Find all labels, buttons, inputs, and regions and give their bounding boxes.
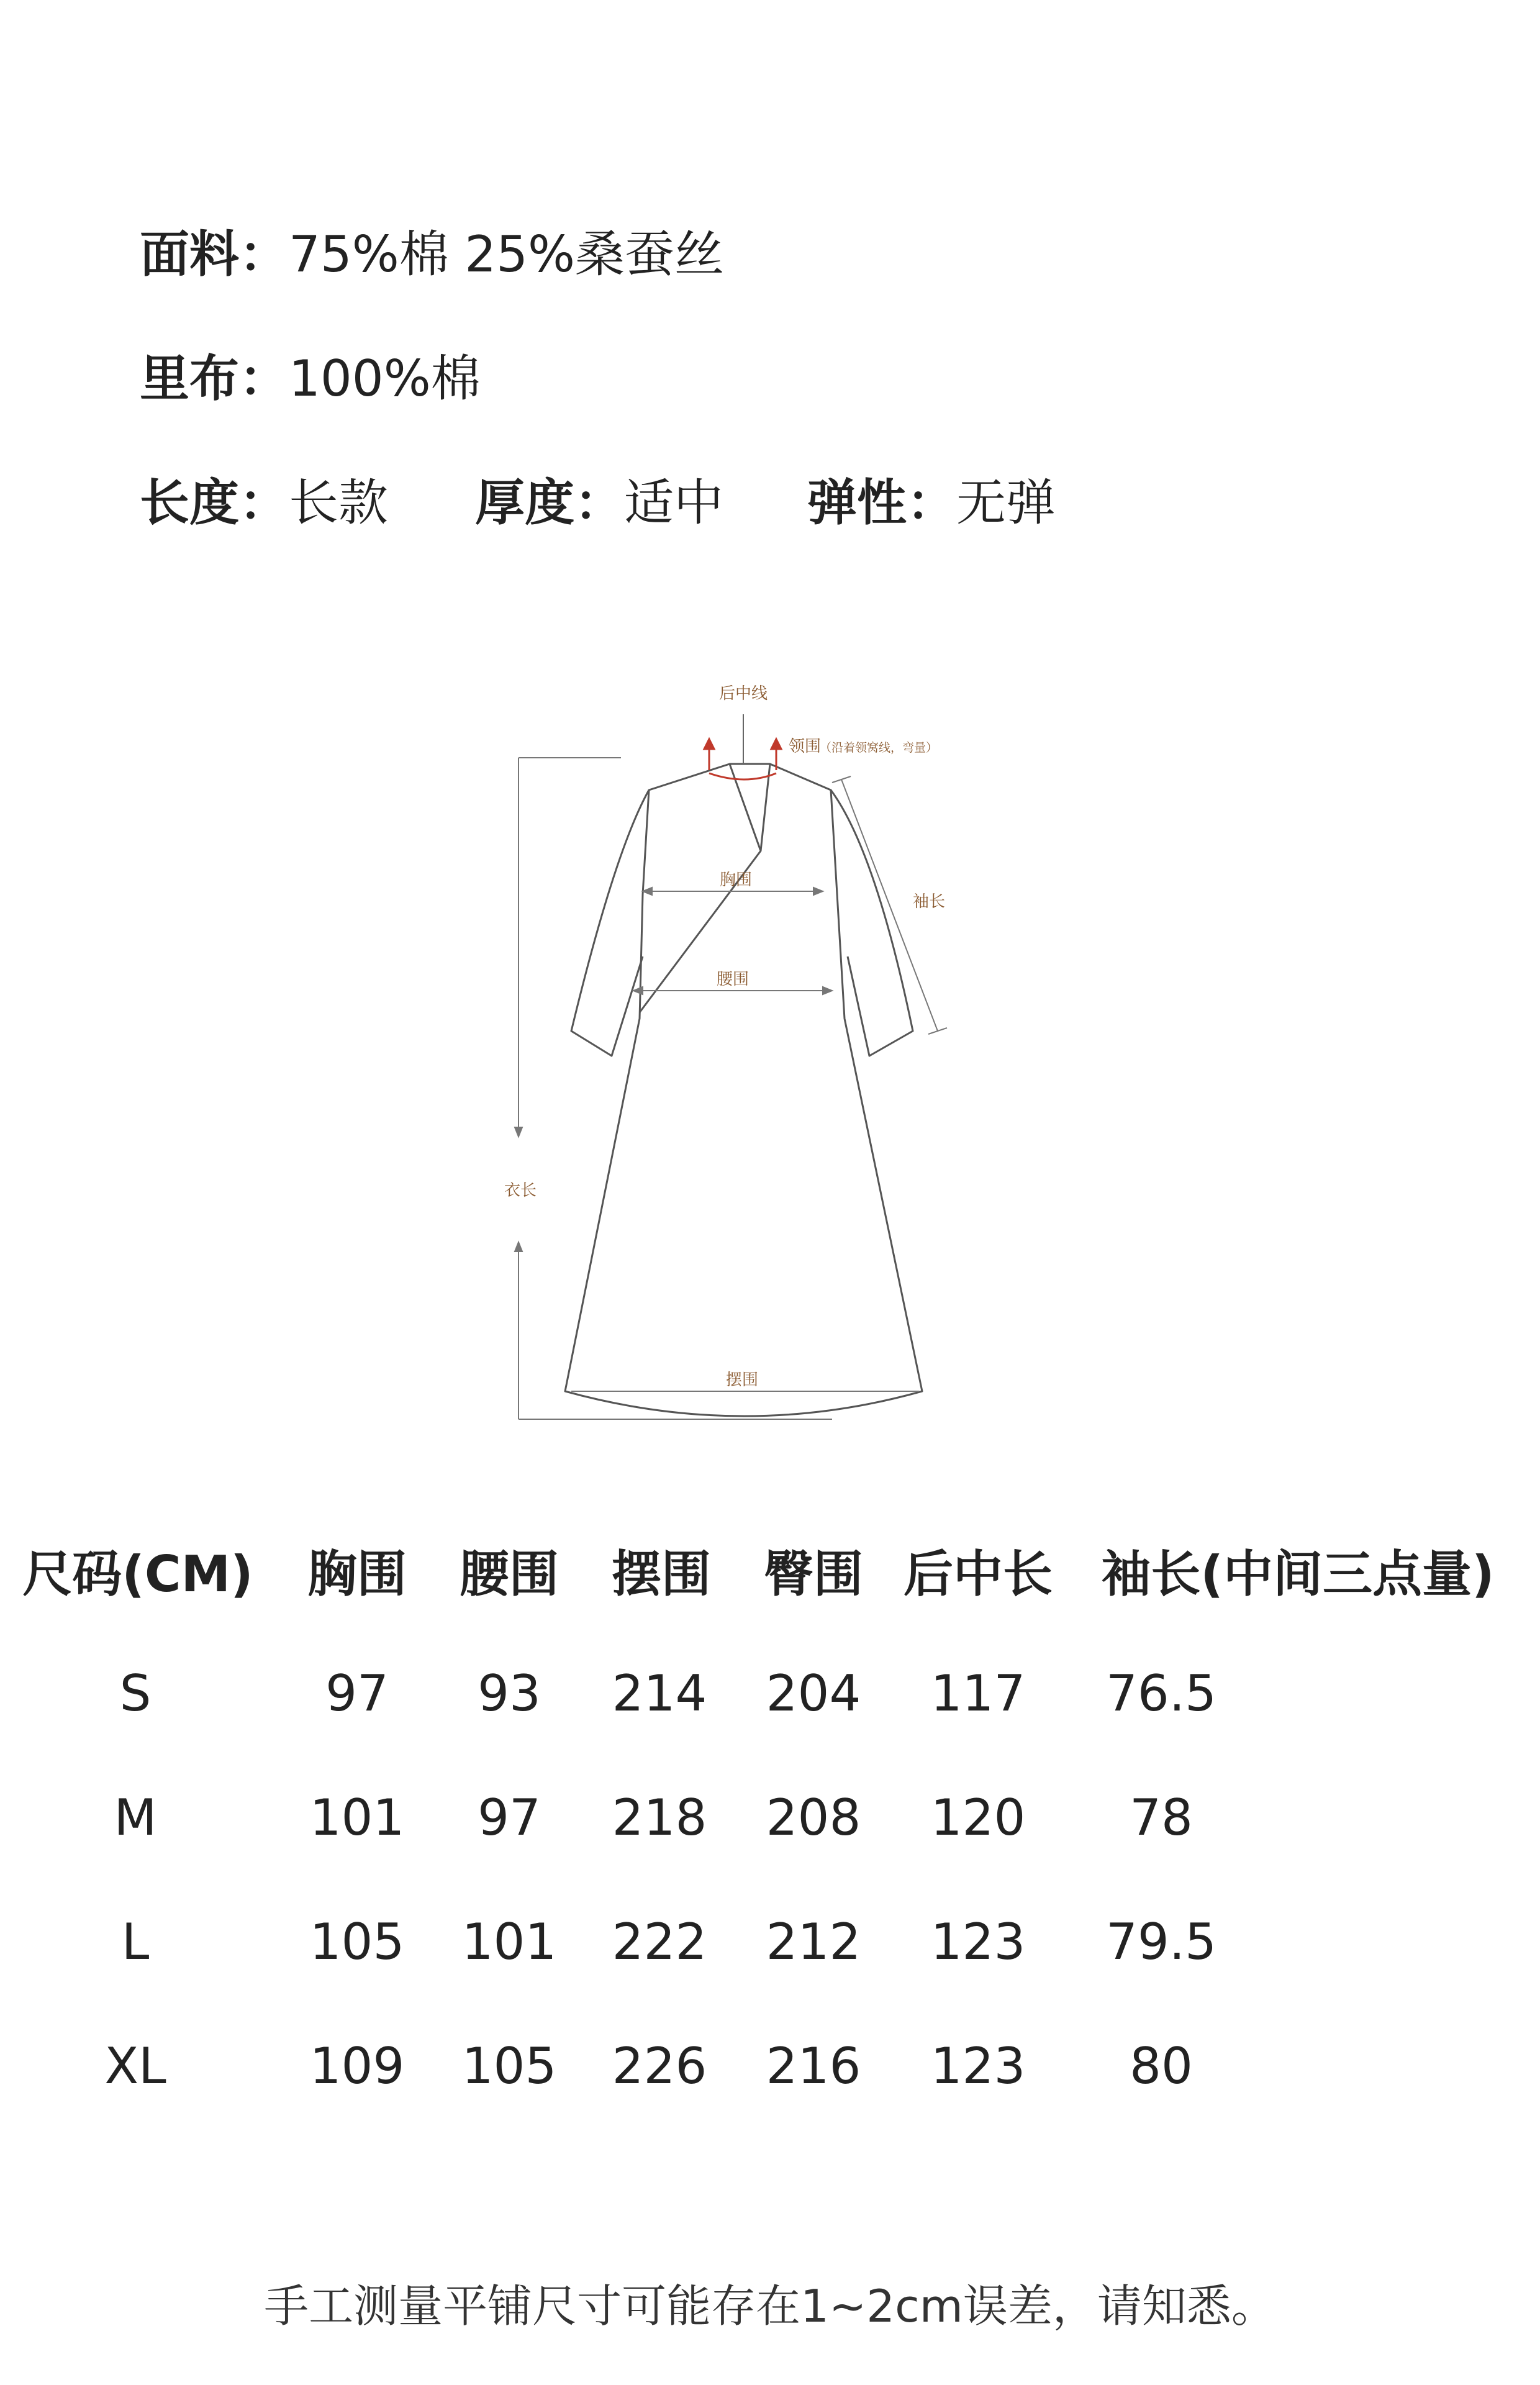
cell-sleeve: 78 xyxy=(1130,1789,1193,1847)
cell-chest: 109 xyxy=(309,2037,405,2095)
label-sleeve: 袖长 xyxy=(913,893,946,911)
table-row xyxy=(0,1913,1540,1981)
cell-hip: 204 xyxy=(766,1665,861,1722)
cell-sleeve: 80 xyxy=(1130,2037,1193,2095)
fabric-label: 面料： xyxy=(140,225,289,283)
cell-size: S xyxy=(119,1665,152,1722)
spec-misc xyxy=(140,472,1056,534)
thickness-value: 适中 xyxy=(624,474,723,532)
cell-waist: 93 xyxy=(478,1665,541,1722)
cell-back-length: 123 xyxy=(930,1913,1026,1971)
table-row xyxy=(0,1789,1540,1857)
table-row xyxy=(0,2037,1540,2106)
header-waist: 腰围 xyxy=(460,1545,559,1603)
collar-curve xyxy=(709,773,776,779)
cell-waist: 101 xyxy=(461,1913,557,1971)
garment-diagram xyxy=(484,646,1043,1453)
footer-note: 手工测量平铺尺寸可能存在1~2cm误差，请知悉。 xyxy=(264,2280,1276,2332)
spec-elasticity xyxy=(807,472,1056,534)
cell-chest: 101 xyxy=(309,1789,405,1847)
spec-length xyxy=(140,472,388,534)
cell-sleeve: 79.5 xyxy=(1105,1913,1217,1971)
cell-hem: 226 xyxy=(612,2037,707,2095)
spec-thickness xyxy=(475,472,723,534)
cell-size: M xyxy=(114,1789,157,1847)
cell-back-length: 117 xyxy=(930,1665,1026,1722)
cell-size: XL xyxy=(104,2037,166,2095)
label-hem: 摆围 xyxy=(725,1371,759,1389)
elasticity-label: 弹性： xyxy=(807,474,956,532)
header-size: 尺码(CM) xyxy=(22,1545,253,1603)
length-label: 长度： xyxy=(140,474,289,532)
cell-chest: 97 xyxy=(325,1665,389,1722)
table-header xyxy=(0,1534,1540,1602)
left-sleeve xyxy=(571,790,649,1056)
label-waist: 腰围 xyxy=(716,970,750,989)
cell-back-length: 123 xyxy=(930,2037,1026,2095)
label-chest: 胸围 xyxy=(719,871,753,889)
cell-chest: 105 xyxy=(309,1913,405,1971)
thickness-label: 厚度： xyxy=(475,474,624,532)
header-chest: 胸围 xyxy=(307,1545,407,1603)
cell-sleeve: 76.5 xyxy=(1105,1665,1217,1722)
cell-hip: 212 xyxy=(766,1913,861,1971)
cell-size: L xyxy=(121,1913,150,1971)
cell-hip: 208 xyxy=(766,1789,861,1847)
label-collar-note: （沿着领窝线，弯量） xyxy=(820,741,938,755)
elasticity-value: 无弹 xyxy=(956,474,1056,532)
cell-hem: 214 xyxy=(612,1665,707,1722)
label-center-back: 后中线 xyxy=(718,684,768,703)
header-back-length: 后中长 xyxy=(904,1545,1053,1603)
lining-value: 100%棉 xyxy=(289,350,481,407)
spec-fabric xyxy=(140,224,724,286)
header-sleeve: 袖长(中间三点量) xyxy=(1101,1545,1495,1603)
header-hem: 摆围 xyxy=(612,1545,711,1603)
cell-hem: 218 xyxy=(612,1789,707,1847)
spec-lining xyxy=(140,348,481,410)
header-hip: 臀围 xyxy=(764,1545,863,1603)
cell-hem: 222 xyxy=(612,1913,707,1971)
cell-back-length: 120 xyxy=(930,1789,1026,1847)
label-length: 衣长 xyxy=(504,1181,537,1200)
right-sleeve xyxy=(831,790,913,1056)
table-row xyxy=(0,1665,1540,1733)
cell-waist: 105 xyxy=(461,2037,557,2095)
cell-hip: 216 xyxy=(766,2037,861,2095)
length-value: 长款 xyxy=(289,474,388,532)
label-collar: 领围 xyxy=(789,737,822,756)
cell-waist: 97 xyxy=(478,1789,541,1847)
lining-label: 里布： xyxy=(140,350,289,407)
fabric-value: 75%棉 25%桑蚕丝 xyxy=(289,225,725,283)
